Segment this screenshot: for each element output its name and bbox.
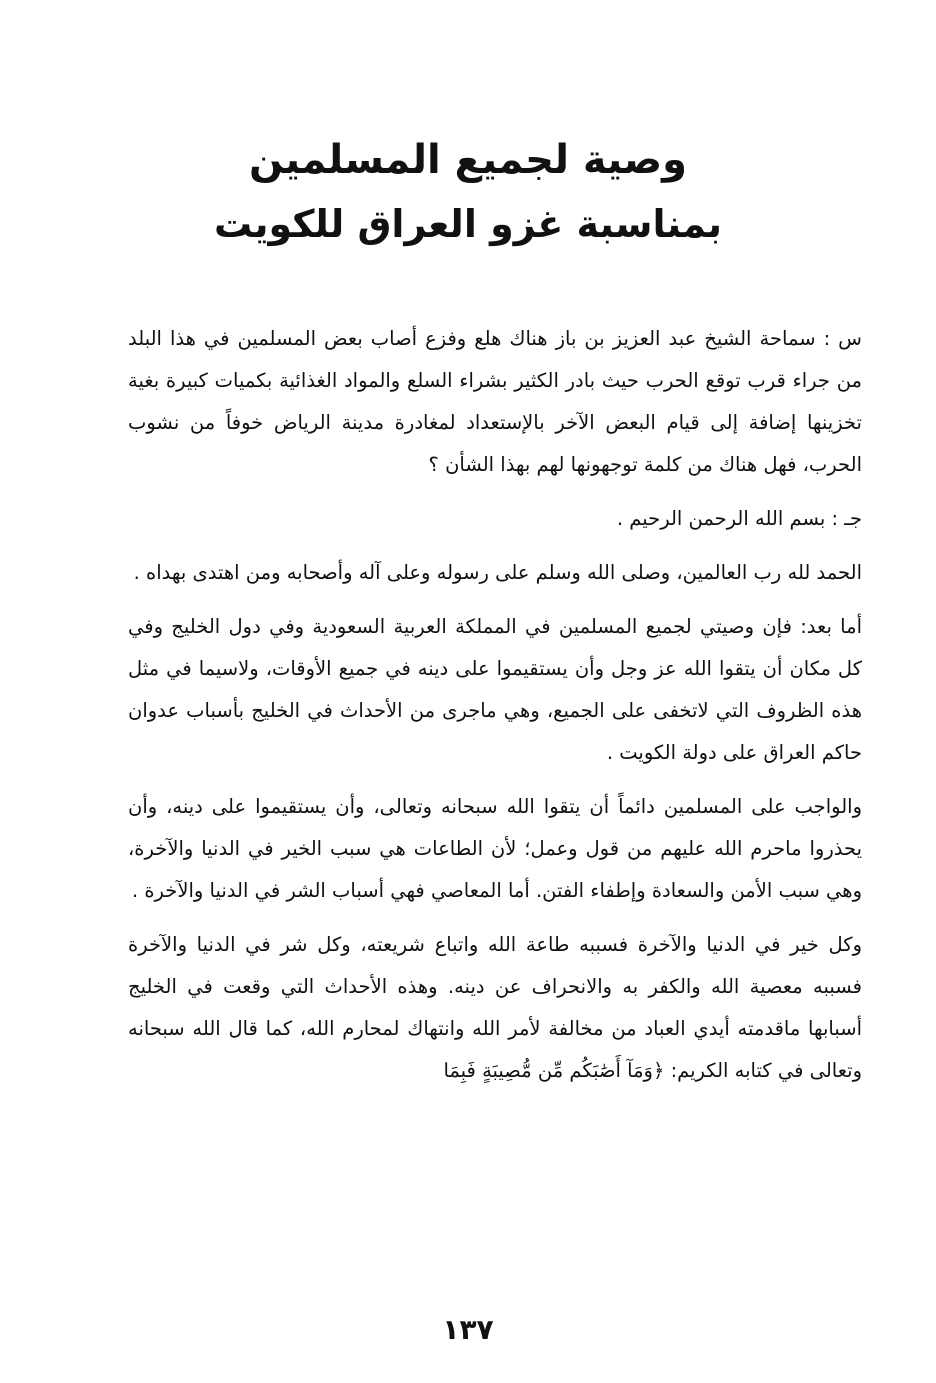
answer-basmala: جـ : بسم الله الرحمن الرحيم . bbox=[616, 507, 862, 530]
closing-text: وكل خير في الدنيا والآخرة فسببه طاعة الله واتباع شريعته، وكل شر في الدنيا والآخرة فسببه معصية الله والكفر به والانحراف عن دينه. وهذه الأحداث التي وقعت في الخليج أسبابها ماقدمته أيدي العباد من مخالفة لأمر الله وانتهاك لمحارم الله، كما قال الله سبحانه وتعالى في كتابه الكريم: bbox=[128, 933, 862, 1082]
quran-verse: ﴿وَمَآ أَصَٰبَكُم مِّن مُّصِيبَةٍ فَبِمَا bbox=[443, 1059, 665, 1082]
advice-paragraph: أما بعد: فإن وصيتي لجميع المسلمين في المملكة العربية السعودية وفي دول الخليج وفي كل مكان أن يتقوا الله عز وجل وأن يستقيموا على دينه في جميع الأوقات، ولاسيما في مثل هذه الظروف التي لاتخفى على الجميع، وهي ماجرى من الأحداث في الخليج بأسباب عدوان حاكم العراق على دولة الكويت . bbox=[128, 615, 862, 764]
praise-paragraph: الحمد لله رب العالمين، وصلى الله وسلم على رسوله وعلى آله وأصحابه ومن اهتدى بهداه . bbox=[133, 561, 862, 584]
question-paragraph: س : سماحة الشيخ عبد العزيز بن باز هناك هلع وفزع أصاب بعض المسلمين في هذا البلد من جراء قرب توقع الحرب حيث بادر الكثير بشراء السلع والمواد الغذائية بكميات كبيرة بغية تخزينها إضافة إلى قيام البعض الآخر بالإستعداد لمغادرة مدينة الرياض خوفاً من نشوب الحرب، فهل هناك من كلمة توجهونها لهم بهذا الشأن ؟ bbox=[128, 327, 862, 476]
body-text bbox=[128, 318, 862, 1104]
closing-paragraph bbox=[128, 924, 862, 1092]
page-subtitle: بمناسبة غزو العراق للكويت bbox=[214, 202, 722, 246]
duty-paragraph: والواجب على المسلمين دائماً أن يتقوا الله سبحانه وتعالى، وأن يستقيموا على دينه، وأن يحذروا ماحرم الله عليهم من قول وعمل؛ لأن الطاعات هي سبب الخير في الدنيا والآخرة، وهي سبب الأمن والسعادة وإطفاء الفتن. أما المعاصي فهي أسباب الشر في الدنيا والآخرة . bbox=[128, 795, 862, 902]
page-title: وصية لجميع المسلمين bbox=[249, 137, 687, 183]
page-number: ١٣٧ bbox=[442, 1313, 494, 1346]
